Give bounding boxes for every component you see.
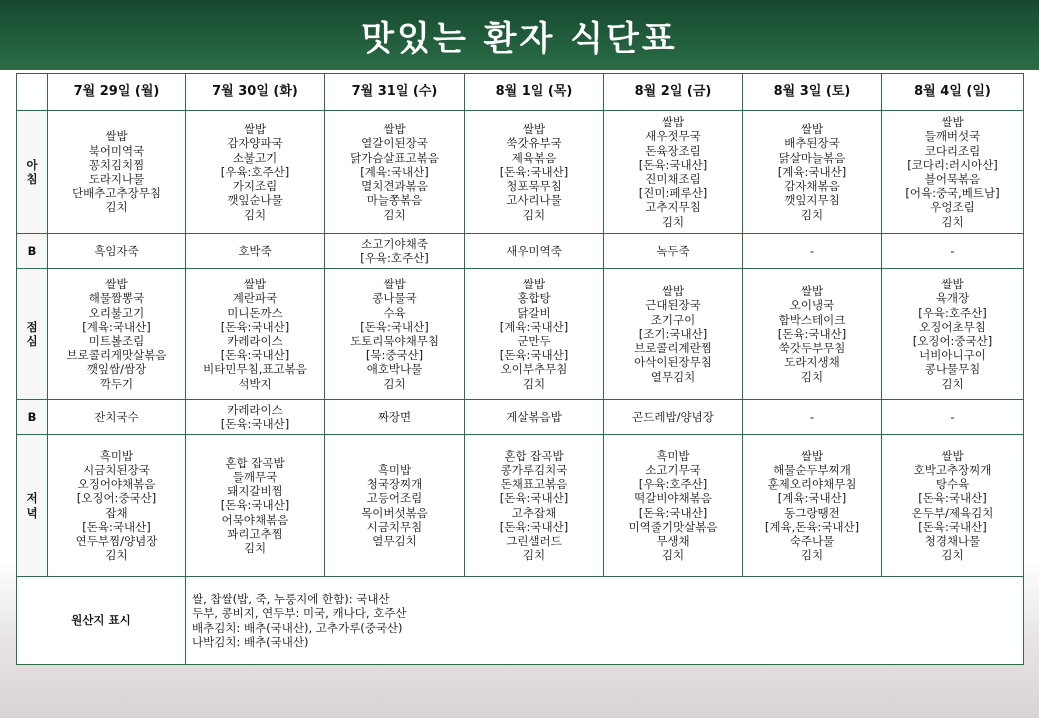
day-header: 8월 4일 (일)	[882, 74, 1024, 111]
menu-cell: 쌀밥 열갈이된장국 닭가슴살표고볶음 [계육:국내산] 멸치견과볶음 마늘쫑볶음 김치	[325, 111, 465, 234]
menu-cell: 쌀밥 육개장 [우육:호주산] 오징어초무침 [오징어:중국산] 너비아니구이 콩나물무침 김치	[882, 269, 1024, 400]
menu-cell: -	[743, 400, 882, 435]
menu-cell: 쌀밥 홍합탕 닭갈비 [계육:국내산] 군만두 [돈육:국내산] 오이부추무침 김치	[465, 269, 604, 400]
menu-cell: 쌀밥 북어미역국 꽁치김치찜 도라지나물 단배추고추장무침 김치	[48, 111, 186, 234]
breakfast-row	[17, 111, 1024, 234]
page-title: 맛있는 환자 식단표	[361, 18, 678, 59]
menu-cell: 흑미밥 소고기무국 [우육:호주산] 떡갈비야채볶음 [돈육:국내산] 미역줄기맛살볶음 무생채 김치	[604, 435, 743, 577]
menu-cell: 소고기야채죽 [우육:호주산]	[325, 234, 465, 269]
day-header: 8월 3일 (토)	[743, 74, 882, 111]
menu-cell: 흑미밥 청국장찌개 고등어조림 목이버섯볶음 시금치무침 열무김치	[325, 435, 465, 577]
menu-cell: 쌀밥 콩나물국 수육 [돈육:국내산] 도토리묵야채무침 [묵:중국산] 애호박나물 김치	[325, 269, 465, 400]
corner-cell	[17, 74, 48, 111]
menu-cell: 잔치국수	[48, 400, 186, 435]
menu-cell: -	[743, 234, 882, 269]
day-header: 7월 29일 (월)	[48, 74, 186, 111]
menu-cell: 쌀밥 호박고추장찌개 탕수육 [돈육:국내산] 온두부/제육김치 [돈육:국내산] 청경채나물 김치	[882, 435, 1024, 577]
menu-cell: 쌀밥 근대된장국 조기구이 [조기:국내산] 브로콜리계란찜 아삭이된장무침 열무김치	[604, 269, 743, 400]
header-row	[17, 74, 1024, 111]
origin-row	[17, 577, 1024, 665]
menu-cell: 짜장면	[325, 400, 465, 435]
origin-label: 원산지 표시	[17, 577, 186, 665]
menu-cell: 쌀밥 들깨버섯국 코다리조림 [코다리:러시아산] 블어묵볶음 [어육:중국,베트남] 우엉조림 김치	[882, 111, 1024, 234]
menu-cell: 쌀밥 오이냉국 함박스테이크 [돈육:국내산] 쑥갓두부무침 도라지생채 김치	[743, 269, 882, 400]
menu-cell: -	[882, 234, 1024, 269]
day-header: 7월 31일 (수)	[325, 74, 465, 111]
menu-cell: 혼합 잡곡밥 들깨무국 돼지갈비찜 [돈육:국내산] 어묵야채볶음 꽈리고추찜 김치	[186, 435, 325, 577]
meal-label: B	[17, 400, 48, 435]
origin-text: 쌀, 찹쌀(밥, 죽, 누룽지에 한함): 국내산 두부, 콩비지, 연두부: 미국, 캐나다, 호주산 배추김치: 배추(국내산), 고추가루(중국산) 나박김치: 배추(국내산)	[186, 577, 1024, 665]
dinner-row	[17, 435, 1024, 577]
meal-label: B	[17, 234, 48, 269]
menu-cell: 흑임자죽	[48, 234, 186, 269]
meal-label: 점 심	[17, 269, 48, 400]
meal-label: 저 녁	[17, 435, 48, 577]
menu-cell: 호박죽	[186, 234, 325, 269]
menu-cell: 쌀밥 새우젓무국 돈육장조림 [돈육:국내산] 진미채조림 [진미:페루산] 고추지무침 김치	[604, 111, 743, 234]
snack-row-pm	[17, 400, 1024, 435]
menu-cell: 흑미밥 시금치된장국 오징어야채볶음 [오징어:중국산] 잡채 [돈육:국내산] 연두부찜/양념장 김치	[48, 435, 186, 577]
menu-cell: 쌀밥 쑥갓유부국 제육볶음 [돈육:국내산] 청포묵무침 고사리나물 김치	[465, 111, 604, 234]
snack-row-am	[17, 234, 1024, 269]
menu-cell: 쌀밥 해물순두부찌개 훈제오리야채무침 [계육:국내산] 동그랑땡전 [계육,돈육:국내산] 숙주나물 김치	[743, 435, 882, 577]
menu-cell: 쌀밥 계란파국 미니돈까스 [돈육:국내산] 카레라이스 [돈육:국내산] 비타민무침,표고볶음 석박지	[186, 269, 325, 400]
day-header: 8월 1일 (목)	[465, 74, 604, 111]
menu-cell: 카레라이스 [돈육:국내산]	[186, 400, 325, 435]
menu-cell: 혼합 잡곡밥 콩가루김치국 돈채표고볶음 [돈육:국내산] 고추잡채 [돈육:국내산] 그린샐러드 김치	[465, 435, 604, 577]
menu-cell: 쌀밥 해물짬뽕국 오리불고기 [계육:국내산] 미트볼조림 브로콜리게맛살볶음 깻잎쌈/쌈장 깍두기	[48, 269, 186, 400]
menu-cell: 게살볶음밥	[465, 400, 604, 435]
menu-cell: 새우미역죽	[465, 234, 604, 269]
menu-cell: 녹두죽	[604, 234, 743, 269]
meal-label: 아 침	[17, 111, 48, 234]
header-banner	[0, 0, 1039, 70]
menu-cell: -	[882, 400, 1024, 435]
menu-cell: 곤드레밥/양념장	[604, 400, 743, 435]
menu-cell: 쌀밥 감자양파국 소불고기 [우육:호주산] 가지조림 깻잎순나물 김치	[186, 111, 325, 234]
menu-cell: 쌀밥 배추된장국 닭살마늘볶음 [계육:국내산] 감자채볶음 깻잎지무침 김치	[743, 111, 882, 234]
lunch-row	[17, 269, 1024, 400]
day-header: 7월 30일 (화)	[186, 74, 325, 111]
day-header: 8월 2일 (금)	[604, 74, 743, 111]
menu-table	[16, 73, 1024, 665]
